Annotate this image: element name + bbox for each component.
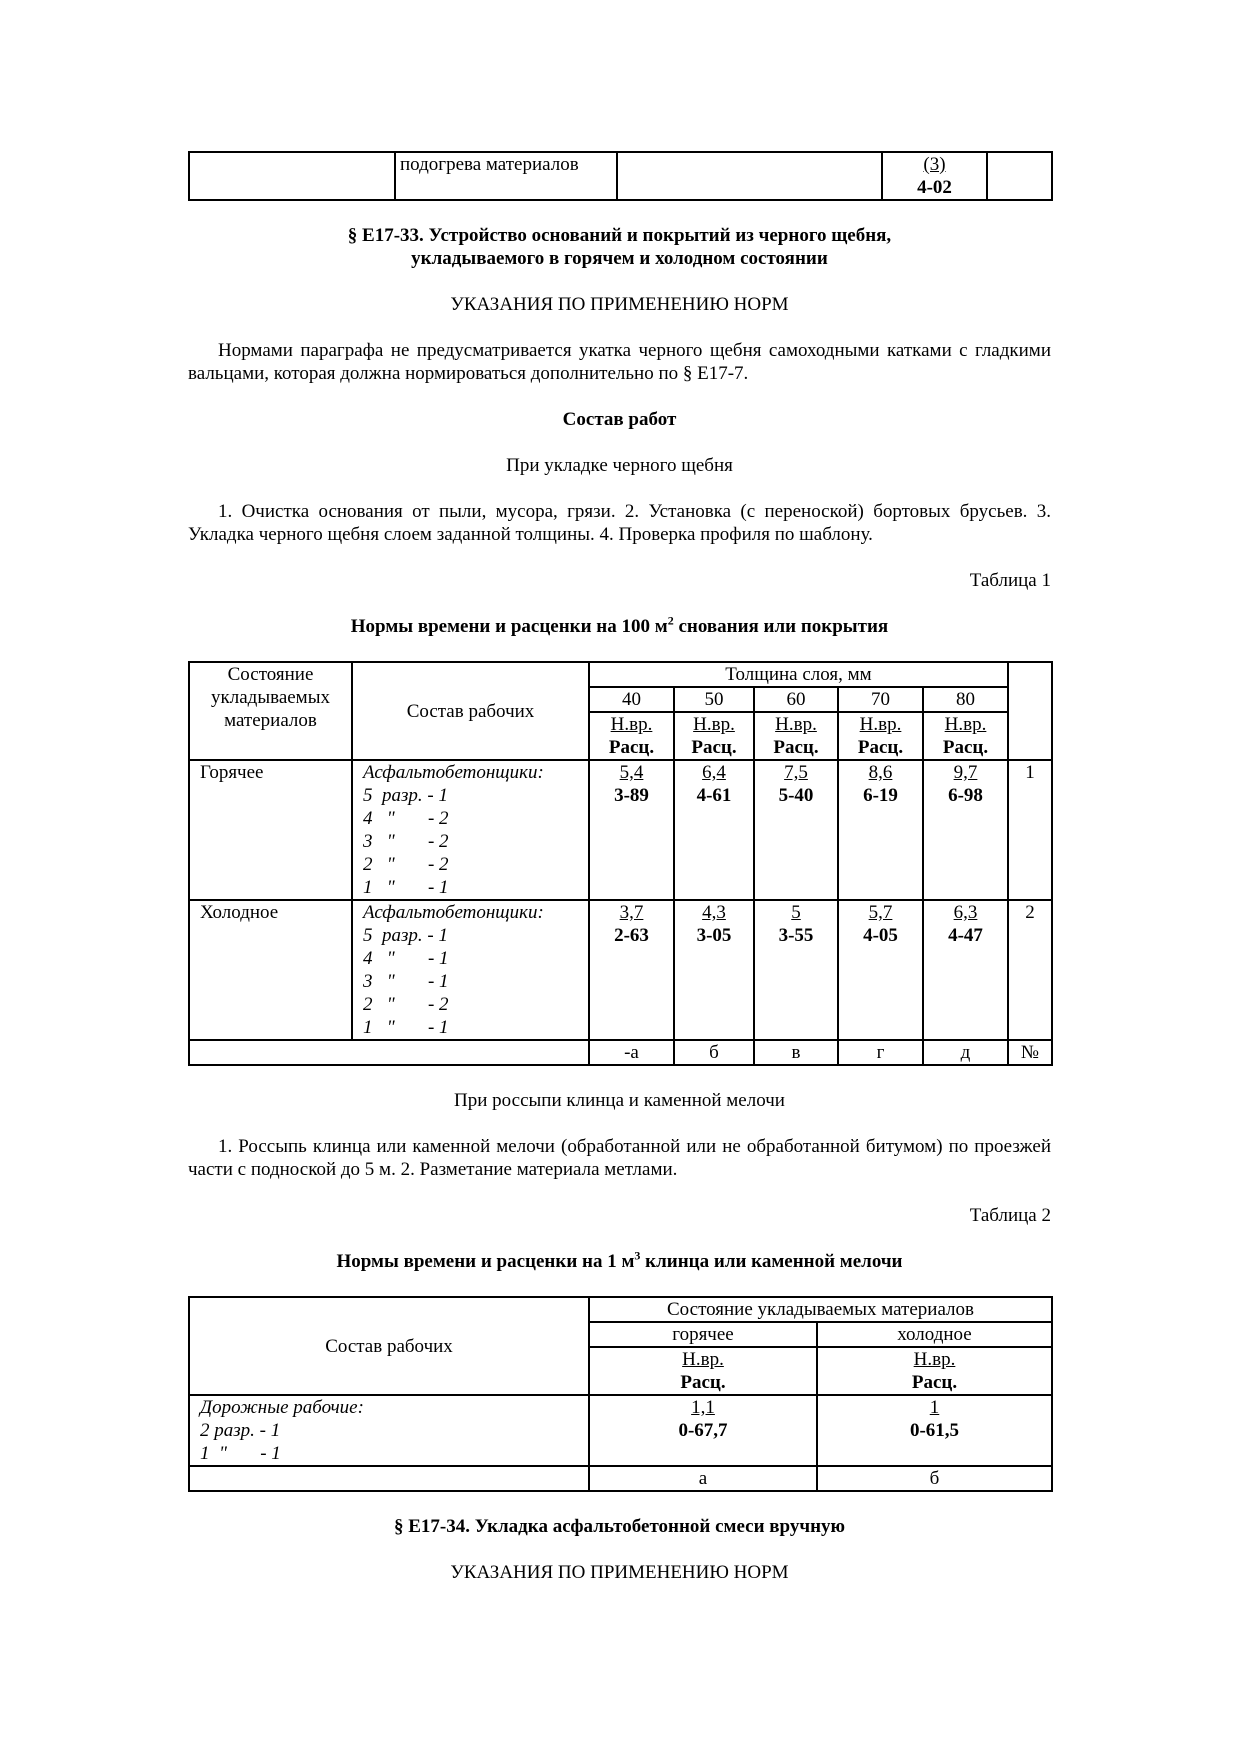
top-cell-empty-1 (189, 152, 395, 200)
table1-footer-col: д (923, 1040, 1008, 1065)
table1-row-number: 2 (1008, 900, 1052, 1040)
work-composition-heading: Состав работ (562, 409, 677, 430)
table1-workers: Асфальтобетонщики: 5 разр. - 1 4 " - 1 3 " - 1 2 " - 2 1 " - 1 (352, 900, 589, 1040)
table1-header-workers: Состав рабочих (352, 662, 589, 760)
top-cell-empty-3 (987, 152, 1052, 200)
subsection-laying-text: 1. Очистка основания от пыли, мусора, грязи. 2. Установка (с переноской) бортовых брусьев. 3. Укладка черного щебня слоем заданной толщины. 4. Проверка профиля по шаблону. (188, 501, 1051, 545)
subsection-scatter-text: 1. Россыпь клинца или каменной мелочи (обработанной или не обработанной битумом) по проезжей части с подноской до 5 м. 2. Разметание материала метлами. (188, 1136, 1051, 1180)
table1-footer-col: в (754, 1040, 838, 1065)
top-cell-empty-2 (617, 152, 882, 200)
table1-unit-cell: Н.вр. Расц. (923, 712, 1008, 760)
section-33-title-line2: укладываемого в горячем и холодном состоянии (411, 248, 828, 269)
table2-header-workers: Состав рабочих (189, 1297, 589, 1395)
table1-value: 8,6 6-19 (838, 760, 923, 900)
table1-unit-cell: Н.вр. Расц. (589, 712, 674, 760)
table2-cold-value: 1 0-61,5 (817, 1395, 1052, 1466)
table1-state: Горячее (189, 760, 352, 900)
table1-value: 5 3-55 (754, 900, 838, 1040)
table2-unit-cell: Н.вр. Расц. (589, 1347, 817, 1395)
table2 (188, 1296, 1053, 1492)
table2-hot-value: 1,1 0-67,7 (589, 1395, 817, 1466)
table1-row (189, 760, 1052, 900)
table2-row (189, 1395, 1052, 1466)
table1 (188, 661, 1053, 1066)
table2-footer-empty (189, 1466, 589, 1491)
table1-unit-cell: Н.вр. Расц. (838, 712, 923, 760)
top-cell-norm (882, 152, 987, 200)
top-norm-rate: 4-02 (917, 177, 952, 198)
table1-value: 5,4 3-89 (589, 760, 674, 900)
table2-workers: Дорожные рабочие: 2 разр. - 1 1 " - 1 (189, 1395, 589, 1466)
guidance-text: Нормами параграфа не предусматривается укатка черного щебня самоходными катками с гладкими вальцами, которая должна нормироваться дополнительно по § Е17-7. (188, 340, 1051, 384)
table2-label: Таблица 2 (969, 1205, 1051, 1226)
table2-footer-col: б (817, 1466, 1052, 1491)
section-33-title-line1: § Е17-33. Устройство оснований и покрытий из черного щебня, (347, 225, 892, 246)
subsection-scatter-heading: При россыпи клинца и каменной мелочи (454, 1090, 785, 1111)
table1-row (189, 900, 1052, 1040)
table1-header-state: Состояние укладываемых материалов (189, 662, 352, 760)
table2-footer-row (189, 1466, 1052, 1491)
table2-unit-cell: Н.вр. Расц. (817, 1347, 1052, 1395)
table1-value: 7,5 5-40 (754, 760, 838, 900)
table1-thickness-60: 60 (754, 687, 838, 712)
table1-thickness-70: 70 (838, 687, 923, 712)
table1-unit-cell: Н.вр. Расц. (754, 712, 838, 760)
table1-label: Таблица 1 (969, 570, 1051, 591)
table1-thickness-50: 50 (674, 687, 754, 712)
table1-title: Нормы времени и расценки на 100 $м^2$ снования или покрытия (350, 613, 889, 637)
guidance-heading: УКАЗАНИЯ ПО ПРИМЕНЕНИЮ НОРМ (450, 294, 789, 315)
table2-header-state: Состояние укладываемых материалов (589, 1297, 1052, 1322)
document-page (188, 151, 1051, 1584)
table1-value: 9,7 6-98 (923, 760, 1008, 900)
table1-state: Холодное (189, 900, 352, 1040)
table1-value: 3,7 2-63 (589, 900, 674, 1040)
table1-workers: Асфальтобетонщики: 5 разр. - 1 4 " - 2 3 " - 2 2 " - 2 1 " - 1 (352, 760, 589, 900)
table2-header-cold: холодное (817, 1322, 1052, 1347)
table1-footer-col: г (838, 1040, 923, 1065)
table1-value: 5,7 4-05 (838, 900, 923, 1040)
top-norm-time: (3) (923, 154, 946, 175)
table2-footer-col: а (589, 1466, 817, 1491)
table1-footer-empty (189, 1040, 589, 1065)
subsection-laying-heading: При укладке черного щебня (506, 455, 733, 476)
table1-thickness-80: 80 (923, 687, 1008, 712)
table2-header-hot: горячее (589, 1322, 817, 1347)
table1-value: 4,3 3-05 (674, 900, 754, 1040)
table1-header-empty (1008, 662, 1052, 760)
table1-footer-row (189, 1040, 1052, 1065)
table1-thickness-40: 40 (589, 687, 674, 712)
table1-footer-col: б (674, 1040, 754, 1065)
top-table-fragment (188, 151, 1053, 201)
table1-footer-col: -а (589, 1040, 674, 1065)
table1-value: 6,4 4-61 (674, 760, 754, 900)
table1-unit-cell: Н.вр. Расц. (674, 712, 754, 760)
table1-value: 6,3 4-47 (923, 900, 1008, 1040)
table1-row-number: 1 (1008, 760, 1052, 900)
section-34-guidance-heading: УКАЗАНИЯ ПО ПРИМЕНЕНИЮ НОРМ (450, 1562, 789, 1583)
top-cell-process: подогрева материалов (395, 152, 617, 200)
table1-header-thickness: Толщина слоя, мм (589, 662, 1008, 687)
table1-footer-col: № (1008, 1040, 1052, 1065)
section-34-title: § Е17-34. Укладка асфальтобетонной смеси вручную (393, 1516, 846, 1537)
table2-title: Нормы времени и расценки на 1 $м^3$ клинца или каменной мелочи (336, 1248, 903, 1272)
